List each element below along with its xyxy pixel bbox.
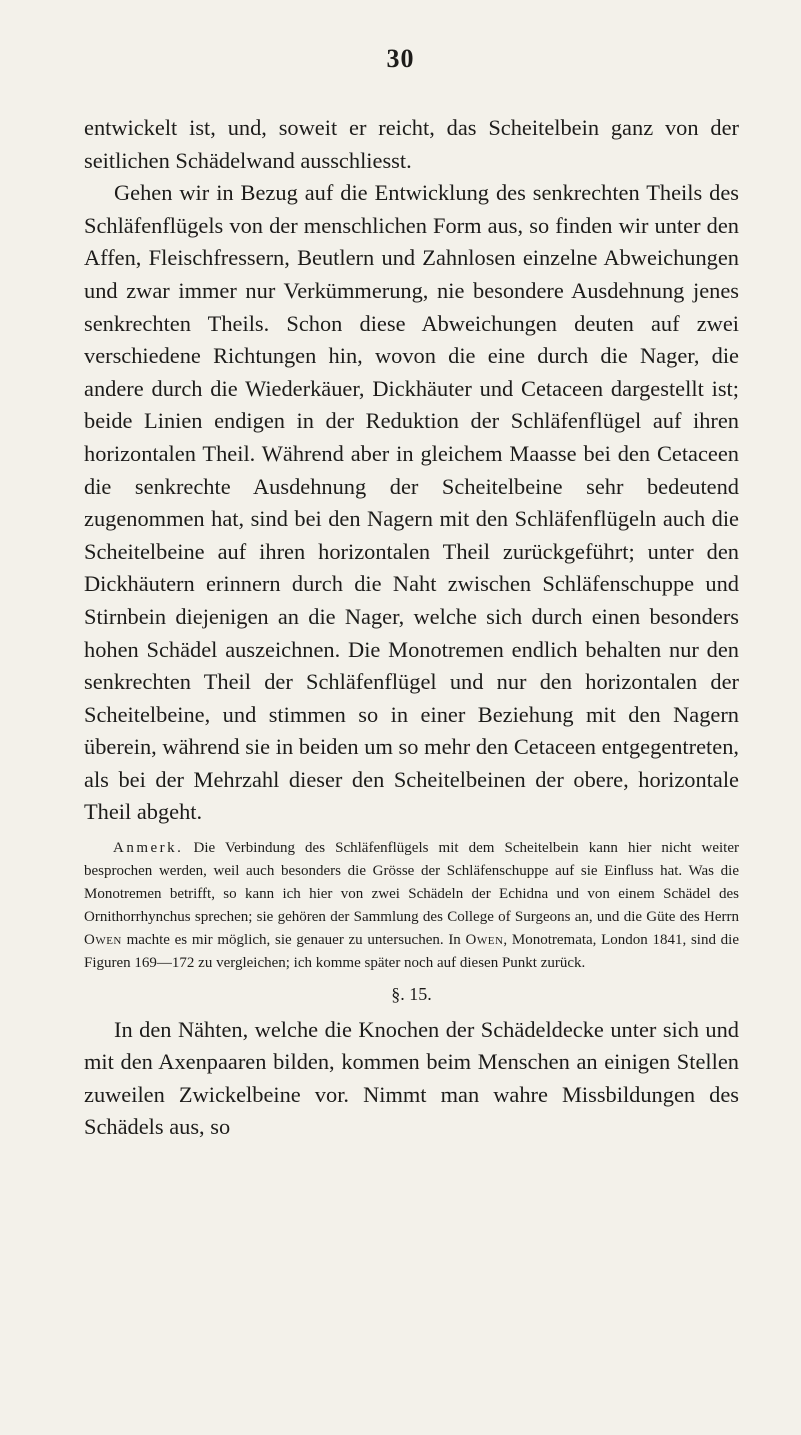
note-text-2: machte es mir möglich, sie genauer zu untersuchen. In xyxy=(126,931,461,948)
note-label: Anmerk. xyxy=(113,840,184,857)
paragraph-temporal-wing: Gehen wir in Bezug auf die Entwicklung des senkrechten Theils des Schläfenflügels von der menschlichen Form aus, so finden wir unter den Affen, Fleischfressern, Beutlern und Zahnlosen einzelne Abweichungen und zwar immer nur Verkümmerung, nie besondere Ausdehnung jenes senkrechten Theils. Schon diese Abweichungen deuten auf zwei verschiedene Richtungen hin, wovon die eine durch die Nager, die andere durch die Wiederkäuer, Dickhäuter und Cetaceen dargestellt ist; beide Linien endigen in der Reduktion der Schläfenflügel auf ihren horizontalen Theil. Während aber in gleichem Maasse bei den Cetaceen die senkrechte Ausdehnung der Scheitelbeine sehr bedeutend zugenommen hat, sind bei den Nagern mit den Schläfenflügeln auch die Scheitelbeine auf ihren horizontalen Theil zurückgeführt; unter den Dickhäutern erinnern durch die Naht zwischen Schläfenschuppe und Stirnbein diejenigen an die Nager, welche sich durch einen besonders hohen Schädel auszeichnen. Die Monotremen endlich behalten nur den senkrechten Theil der Schläfenflügel und nur den horizontalen der Scheitelbeine, und stimmen so in einer Beziehung mit den Nagern überein, während sie in beiden um so mehr den Cetaceen entgegentreten, als bei der Mehrzahl dieser den Scheitelbeinen der obere, horizontale Theil abgeht. xyxy=(84,180,739,825)
body-text xyxy=(84,112,739,1144)
note-name-owen-2: Owen xyxy=(465,931,504,948)
footnote-remark xyxy=(84,837,739,974)
paragraph-sutures: In den Nähten, welche die Knochen der Schädeldecke unter sich und mit den Axenpaaren bilden, kommen beim Menschen an einigen Stellen zuweilen Zwickelbeine vor. Nimmt man wahre Missbildungen des Schädels aus, so xyxy=(84,1016,739,1140)
page-number: 30 xyxy=(386,44,415,73)
note-text-3: , Monotremata, London 1841, sind die Figuren 169—172 zu vergleichen; ich komme später noch auf diesen Punkt zurück. xyxy=(84,931,740,971)
paragraph-continued: entwickelt ist, und, soweit er reicht, das Scheitelbein ganz von der seitlichen Schädelwand ausschliesst. xyxy=(84,115,739,173)
note-text-1: Die Verbindung des Schläfenflügels mit dem Scheitelbein kann hier nicht weiter besprochen werden, weil auch besonders die Grösse der Schläfenschuppe auf sie Einfluss hat. Was die Monotremen betrifft, so kann ich hier von zwei Schädeln der Echidna und von einem Schädel des Ornithorrhynchus sprechen; sie gehören der Sammlung des College of Surgeons an, und die Güte des Herrn xyxy=(84,840,739,925)
note-name-owen: Owen xyxy=(84,931,122,948)
section-heading: §. 15. xyxy=(391,983,432,1004)
